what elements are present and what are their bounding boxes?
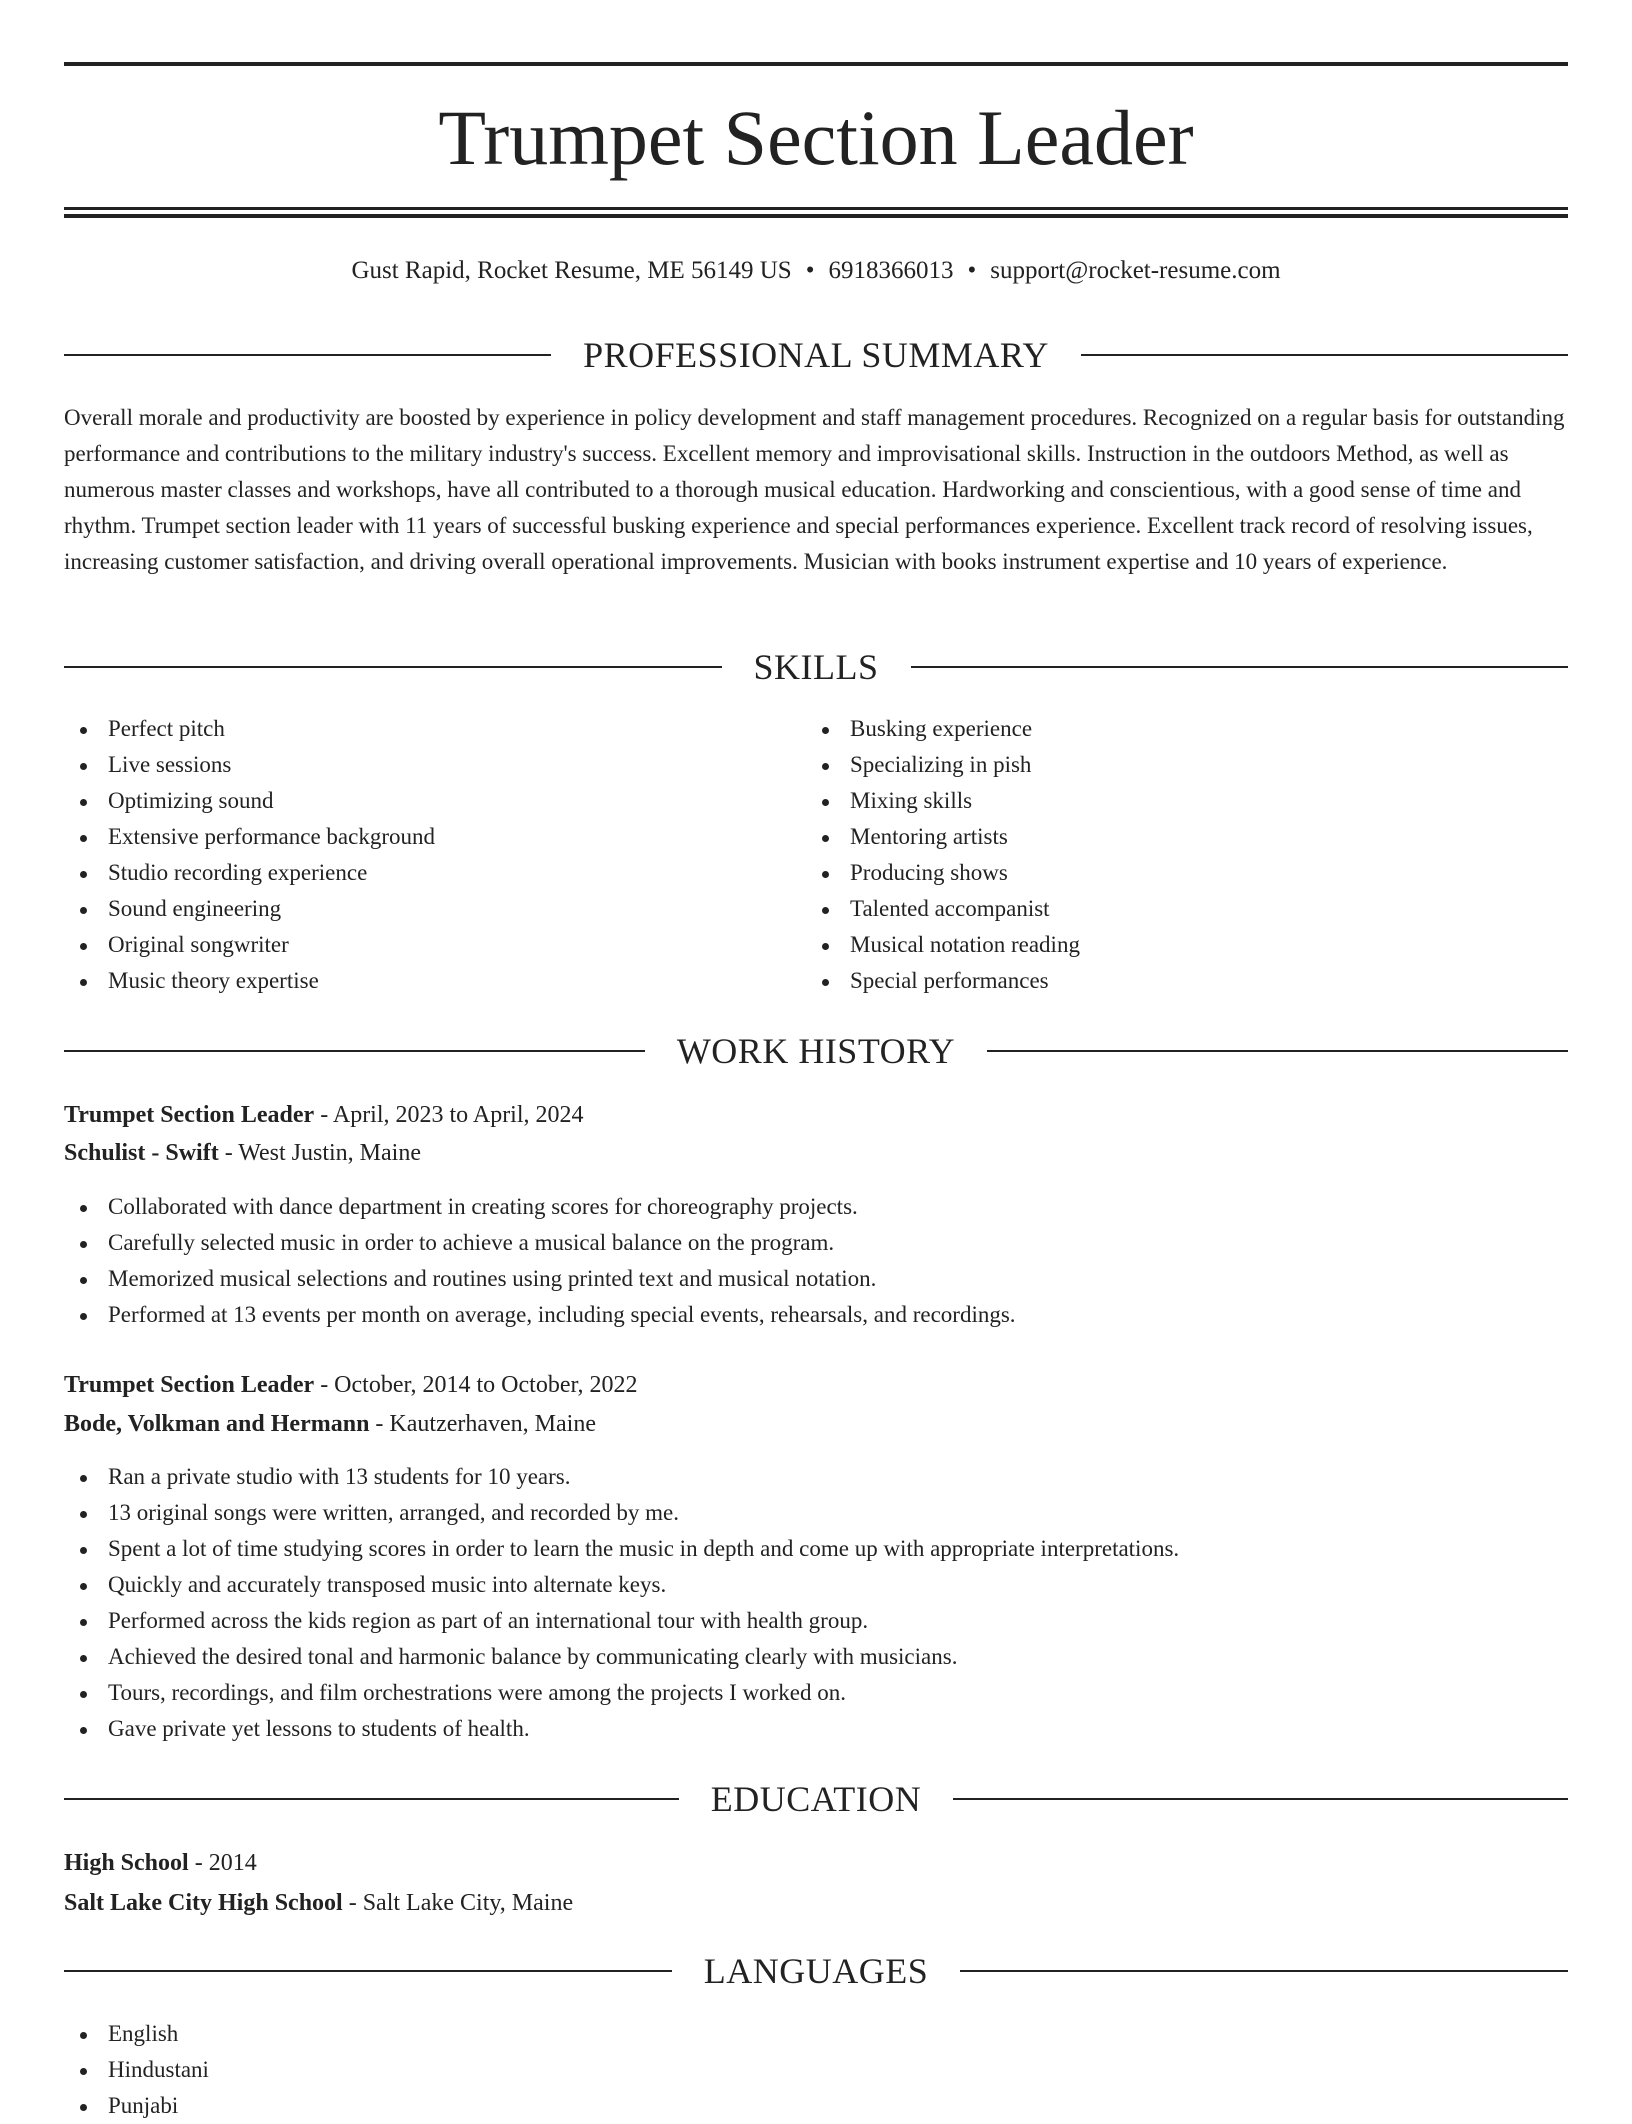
- section-rule: [64, 354, 551, 356]
- education-year: - 2014: [188, 1850, 257, 1876]
- skills-list-left: [64, 711, 784, 999]
- contact-separator: •: [805, 257, 815, 284]
- contact-address: Gust Rapid, Rocket Resume, ME 56149 US: [351, 257, 792, 284]
- job-bullet: Spent a lot of time studying scores in order to learn the music in depth and come up with appropriate interpretations.: [64, 1531, 1568, 1567]
- job-bullet: Performed at 13 events per month on average, including special events, rehearsals, and recordings.: [64, 1297, 1568, 1333]
- skill-item: Talented accompanist: [806, 891, 1526, 927]
- job-bullet: Quickly and accurately transposed music into alternate keys.: [64, 1567, 1568, 1603]
- skill-item: Live sessions: [64, 747, 784, 783]
- skill-item: Musical notation reading: [806, 927, 1526, 963]
- section-rule: [1081, 354, 1568, 356]
- section-header-languages: [64, 1948, 1568, 1994]
- language-item: English: [64, 2016, 1568, 2052]
- education-school-line: [64, 1884, 573, 1922]
- job-bullet: Gave private yet lessons to students of health.: [64, 1711, 1568, 1747]
- job-title-line: [64, 1096, 584, 1134]
- skills-list-right: [806, 711, 1526, 999]
- job-bullet: 13 original songs were written, arranged, and recorded by me.: [64, 1495, 1568, 1531]
- section-title: PROFESSIONAL SUMMARY: [583, 335, 1049, 375]
- languages-list: [64, 2016, 1568, 2124]
- job-title: Trumpet Section Leader: [64, 1372, 315, 1398]
- skill-item: Music theory expertise: [64, 963, 784, 999]
- section-rule: [64, 1050, 645, 1052]
- section-title: WORK HISTORY: [676, 1031, 956, 1071]
- summary-text: Overall morale and productivity are boosted by experience in policy development and staff management procedures. Recognized on a regular basis for outstanding performance and contributions to the military industry's success. Excellent memory and improvisational skills. Instruction in the outdoors Method, as well as numerous master classes and workshops, have all contributed to a thorough musical education. Hardworking and conscientious, with a good sense of time and rhythm. Trumpet section leader with 11 years of successful busking experience and special performances experience. Excellent track record of resolving issues, increasing customer satisfaction, and driving overall operational improvements. Musician with books instrument expertise and 10 years of experience.: [64, 405, 1565, 574]
- skill-item: Busking experience: [806, 711, 1526, 747]
- skill-item: Studio recording experience: [64, 855, 784, 891]
- job-bullet: Achieved the desired tonal and harmonic balance by communicating clearly with musicians.: [64, 1639, 1568, 1675]
- skill-item: Mentoring artists: [806, 819, 1526, 855]
- job-bullets: [64, 1459, 1568, 1747]
- section-header-skills: [64, 644, 1568, 690]
- education-school: Salt Lake City High School: [64, 1890, 343, 1916]
- job-company-line: [64, 1405, 596, 1443]
- skill-item: Extensive performance background: [64, 819, 784, 855]
- section-header-education: [64, 1776, 1568, 1822]
- resume-title: Trumpet Section Leader: [438, 94, 1194, 181]
- section-rule: [987, 1050, 1568, 1052]
- skill-item: Original songwriter: [64, 927, 784, 963]
- skill-item: Optimizing sound: [64, 783, 784, 819]
- job-bullet: Carefully selected music in order to achieve a musical balance on the program.: [64, 1225, 1568, 1261]
- skill-item: Producing shows: [806, 855, 1526, 891]
- section-rule: [911, 666, 1569, 668]
- section-rule: [64, 1798, 679, 1800]
- section-rule: [64, 666, 722, 668]
- skill-item: Special performances: [806, 963, 1526, 999]
- job-location: - Kautzerhaven, Maine: [369, 1411, 596, 1437]
- language-item: Hindustani: [64, 2052, 1568, 2088]
- contact-phone[interactable]: 6918366013: [828, 257, 954, 284]
- skill-item: Mixing skills: [806, 783, 1526, 819]
- job-bullet: Performed across the kids region as part of an international tour with health group.: [64, 1603, 1568, 1639]
- skill-item: Specializing in pish: [806, 747, 1526, 783]
- job-bullet: Ran a private studio with 13 students for 10 years.: [64, 1459, 1568, 1495]
- job-title: Trumpet Section Leader: [64, 1102, 315, 1128]
- job-company-line: [64, 1134, 421, 1172]
- skill-item: Perfect pitch: [64, 711, 784, 747]
- skill-item: Sound engineering: [64, 891, 784, 927]
- job-bullets: [64, 1189, 1568, 1333]
- section-header-work: [64, 1028, 1568, 1074]
- job-bullet: Collaborated with dance department in creating scores for choreography projects.: [64, 1189, 1568, 1225]
- education-degree-line: [64, 1844, 257, 1882]
- education-degree: High School: [64, 1850, 189, 1876]
- section-rule: [953, 1798, 1568, 1800]
- job-location: - West Justin, Maine: [218, 1140, 421, 1166]
- education-location: - Salt Lake City, Maine: [342, 1890, 574, 1916]
- section-title: EDUCATION: [710, 1779, 922, 1819]
- job-dates: - April, 2023 to April, 2024: [314, 1102, 584, 1128]
- language-item: Punjabi: [64, 2088, 1568, 2124]
- contact-separator: •: [967, 257, 977, 284]
- contact-email[interactable]: support@rocket-resume.com: [990, 257, 1281, 284]
- section-title: LANGUAGES: [703, 1951, 929, 1991]
- job-company: Bode, Volkman and Hermann: [64, 1411, 370, 1437]
- contact-line: [64, 254, 1568, 288]
- section-header-summary: [64, 332, 1568, 378]
- job-bullet: Memorized musical selections and routines using printed text and musical notation.: [64, 1261, 1568, 1297]
- section-rule: [960, 1970, 1568, 1972]
- job-title-line: [64, 1366, 638, 1404]
- job-dates: - October, 2014 to October, 2022: [314, 1372, 638, 1398]
- title-double-rule: [64, 207, 1568, 218]
- section-title: SKILLS: [753, 647, 879, 687]
- job-company: Schulist - Swift: [64, 1140, 219, 1166]
- top-rule: [64, 62, 1568, 66]
- job-bullet: Tours, recordings, and film orchestrations were among the projects I worked on.: [64, 1675, 1568, 1711]
- section-rule: [64, 1970, 672, 1972]
